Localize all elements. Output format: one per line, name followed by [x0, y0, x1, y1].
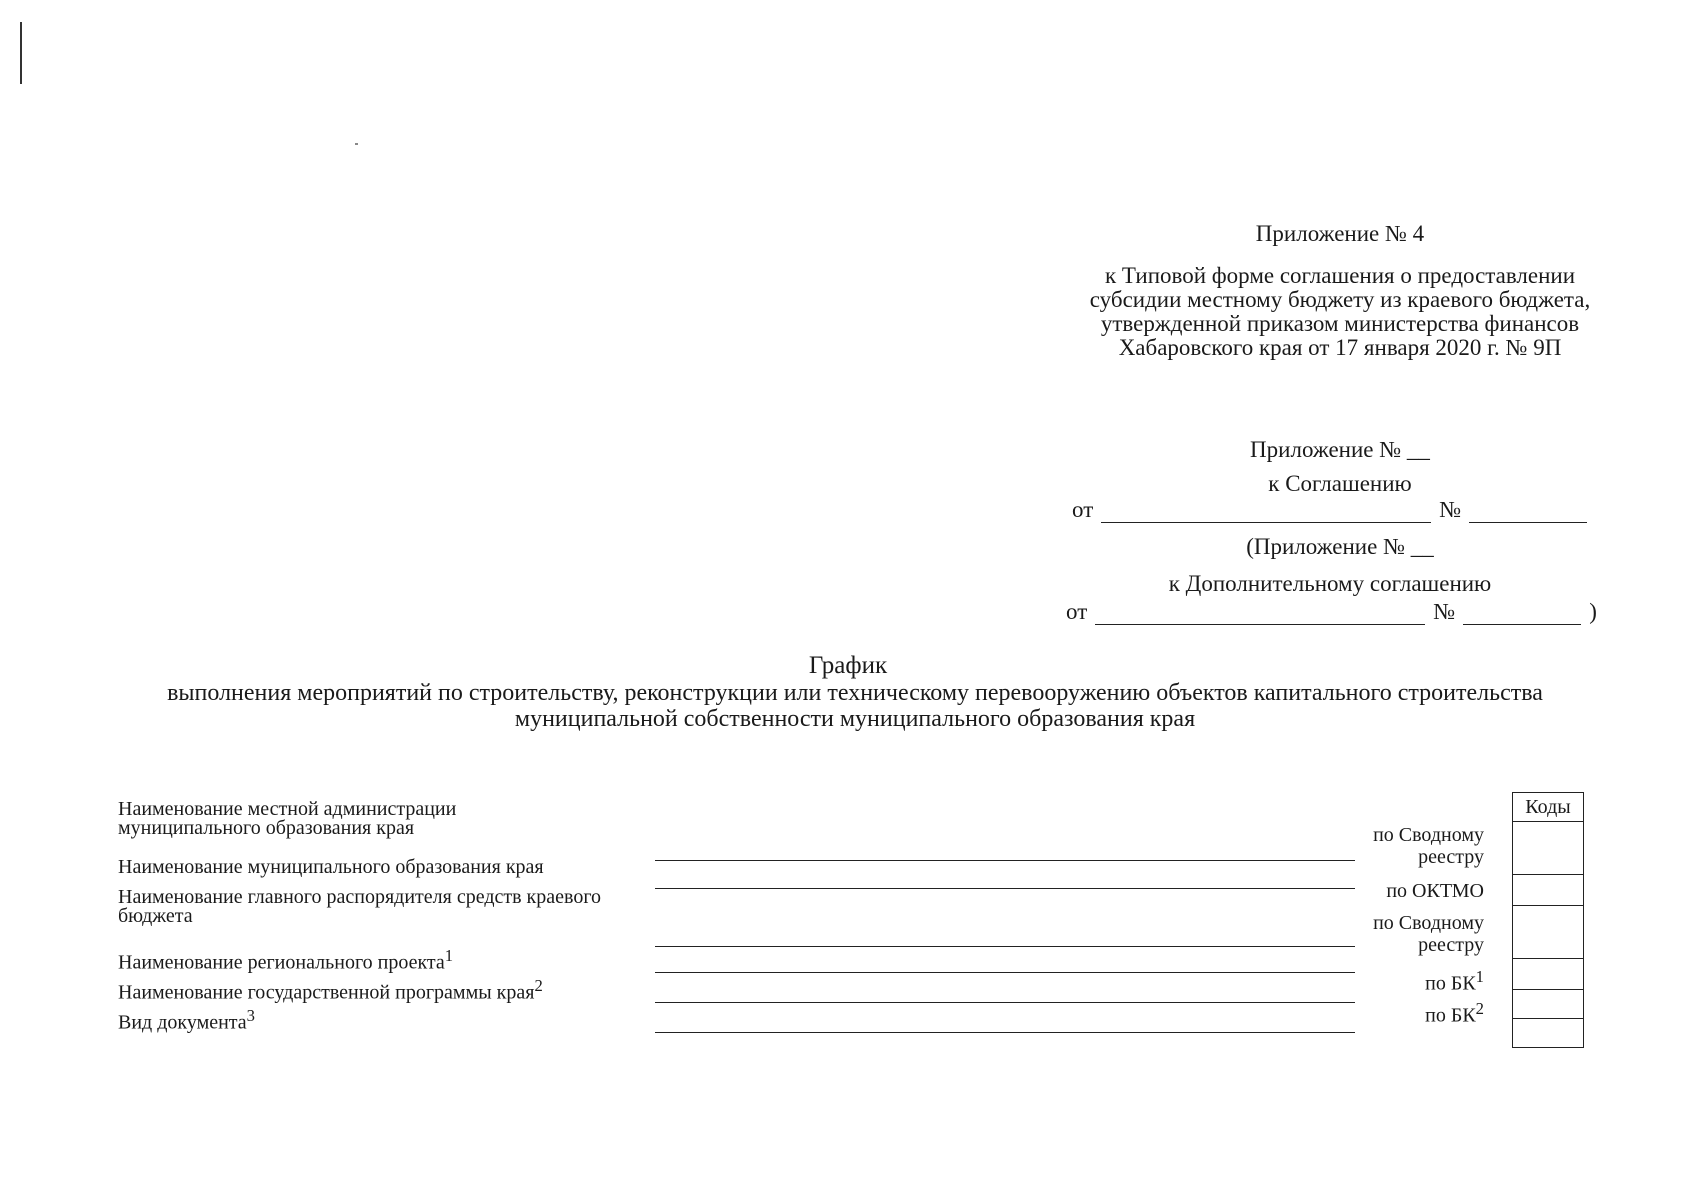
footnote-ref-1: 1 — [444, 946, 454, 965]
additional-number-label: № — [1433, 599, 1456, 624]
field-line-state-program[interactable] — [655, 1002, 1355, 1003]
field-label-state-program-text: Наименование государственной программы края — [118, 981, 535, 1004]
schedule-title: График — [808, 652, 888, 679]
code-label-consolidated-registry-2: по Сводному реестру — [1373, 912, 1484, 956]
agreement-date-line[interactable] — [1101, 496, 1431, 523]
code-cell-oktmo[interactable] — [1513, 875, 1584, 906]
additional-date-number-row — [1066, 598, 1597, 625]
additional-number-line[interactable] — [1463, 598, 1581, 625]
code-label-bk-1 — [1425, 966, 1484, 995]
field-label-regional-project-text: Наименование регионального проекта — [118, 951, 445, 974]
field-label-municipality: Наименование муниципального образования края — [118, 856, 544, 878]
code-cell-bk-1[interactable] — [1513, 959, 1584, 990]
field-label-document-type — [118, 1006, 255, 1033]
appendix-body: к Типовой форме соглашения о предоставлении субсидии местному бюджету из краевого бюджета, утвержденной приказом министерства финансов Хабаровского края от 17 января 2020 г. № 9П — [1089, 263, 1591, 360]
field-label-document-type-text: Вид документа — [118, 1011, 247, 1034]
field-label-local-admin: Наименование местной администрации муниципального образования края — [118, 798, 457, 839]
agreement-number-line[interactable] — [1469, 496, 1587, 523]
codes-table — [1512, 792, 1584, 1048]
appendix-title: Приложение № 4 — [1255, 221, 1425, 246]
additional-agreement-to: к Дополнительному соглашению — [1168, 571, 1492, 596]
schedule-subtitle: выполнения мероприятий по строительству, реконструкции или техническому перевооружению объектов капитального строительства муниципальной собственности муниципального образования края — [167, 680, 1543, 732]
field-line-local-admin[interactable] — [655, 860, 1355, 861]
footnote-ref-3: 3 — [246, 1006, 255, 1025]
agreement-from-label: от — [1072, 497, 1094, 522]
field-label-regional-project — [118, 946, 453, 973]
code-cell-consolidated-registry-2[interactable] — [1513, 906, 1584, 959]
additional-from-label: от — [1066, 599, 1088, 624]
code-footnote-2: 2 — [1475, 999, 1484, 1018]
code-cell-consolidated-registry-1[interactable] — [1513, 822, 1584, 875]
additional-appendix-title: (Приложение № __ — [1246, 534, 1434, 559]
code-label-consolidated-registry-1: по Сводному реестру — [1373, 824, 1484, 868]
field-line-chief-administrator[interactable] — [655, 946, 1355, 947]
additional-date-line[interactable] — [1095, 598, 1425, 625]
scan-speck — [355, 143, 358, 145]
field-label-state-program — [118, 976, 543, 1003]
additional-close-paren: ) — [1589, 599, 1597, 624]
codes-header: Коды — [1513, 793, 1584, 822]
code-label-bk-2-text: по БК — [1425, 1004, 1476, 1027]
code-footnote-1: 1 — [1475, 967, 1484, 986]
scan-margin-mark — [20, 22, 22, 84]
agreement-date-number-row — [1072, 496, 1587, 523]
field-label-chief-administrator: Наименование главного распорядителя средств краевого бюджета — [118, 886, 602, 927]
footnote-ref-2: 2 — [534, 976, 543, 995]
code-cell-bk-2[interactable] — [1513, 990, 1584, 1019]
code-label-oktmo: по ОКТМО — [1386, 880, 1484, 902]
field-line-document-type[interactable] — [655, 1032, 1355, 1033]
field-line-municipality[interactable] — [655, 888, 1355, 889]
agreement-appendix-title: Приложение № __ — [1250, 437, 1430, 462]
field-line-regional-project[interactable] — [655, 972, 1355, 973]
code-cell-document-type[interactable] — [1513, 1019, 1584, 1048]
code-label-bk-2 — [1425, 998, 1484, 1027]
agreement-to: к Соглашению — [1268, 471, 1412, 496]
code-label-bk-1-text: по БК — [1425, 972, 1476, 995]
agreement-number-label: № — [1439, 497, 1462, 522]
